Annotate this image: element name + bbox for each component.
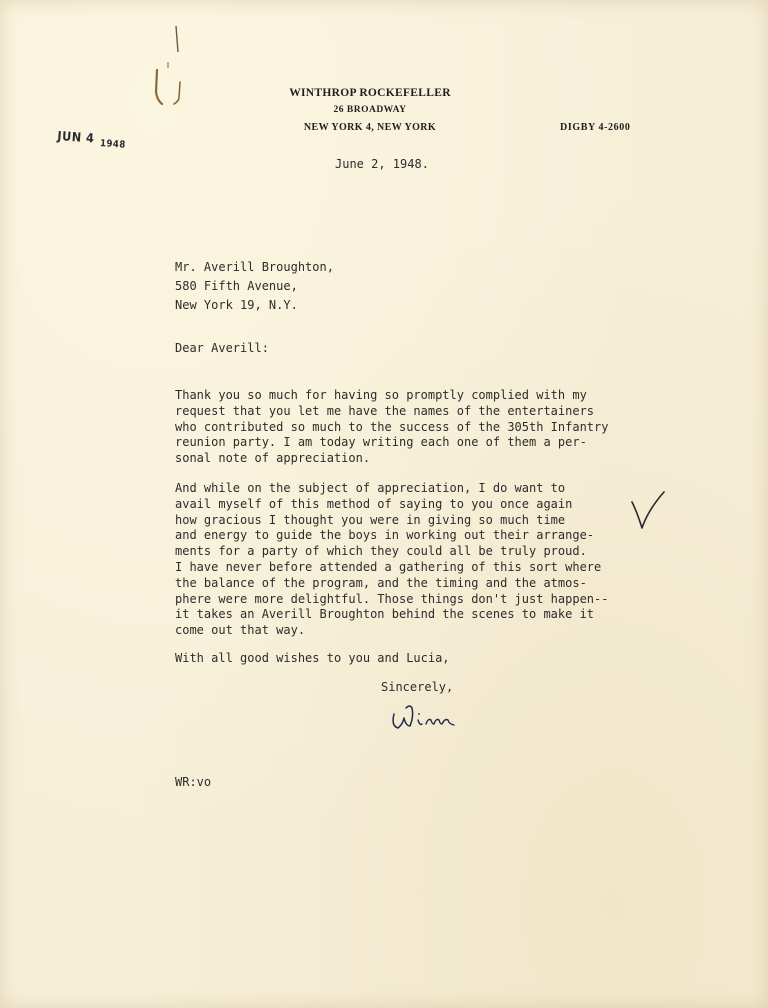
received-date-stamp xyxy=(56,128,127,151)
body-line: and energy to guide the boys in working out their arrange- xyxy=(175,528,595,543)
body-paragraph-1 xyxy=(175,388,608,467)
stamp-month-day: JUN 4 xyxy=(56,128,95,146)
signature xyxy=(388,700,468,736)
body-line: avail myself of this method of saying to you once again xyxy=(175,496,573,511)
body-line: I have never before attended a gathering of this sort where xyxy=(175,559,602,574)
body-line: ments for a party of which they could all be truly proud. xyxy=(175,544,587,559)
letterhead-phone: DIGBY 4-2600 xyxy=(560,122,631,133)
letterhead-name: WINTHROP ROCKEFELLER xyxy=(289,87,451,99)
body-line: how gracious I thought you were in giving so much time xyxy=(175,512,566,527)
body-line: Thank you so much for having so promptly complied with my xyxy=(175,388,587,402)
body-line: request that you let me have the names of the entertainers xyxy=(175,403,595,418)
address-line: Mr. Averill Broughton, xyxy=(175,260,334,274)
address-line: 580 Fifth Avenue, xyxy=(175,279,298,293)
typist-initials: WR:vo xyxy=(175,775,212,789)
salutation: Dear Averill: xyxy=(175,341,269,355)
body-line: And while on the subject of appreciation, I do want to xyxy=(175,481,566,495)
recipient-address xyxy=(175,258,334,315)
stamp-year: 1948 xyxy=(99,137,127,151)
body-line: who contributed so much to the success of the 305th Infantry xyxy=(175,419,609,434)
address-line: New York 19, N.Y. xyxy=(175,298,298,312)
body-line: it takes an Averill Broughton behind the scenes to make it xyxy=(175,607,595,622)
letter-date: June 2, 1948. xyxy=(335,157,429,171)
body-line: reunion party. I am today writing each one of them a per- xyxy=(175,435,587,450)
body-paragraph-2 xyxy=(175,481,608,639)
body-line: sonal note of appreciation. xyxy=(175,451,371,466)
closing-line: With all good wishes to you and Lucia, xyxy=(175,651,450,665)
body-line: come out that way. xyxy=(175,623,306,638)
paper-clip-mark-icon xyxy=(140,22,200,112)
body-line: phere were more delightful. Those things don't just happen-- xyxy=(175,591,609,606)
complimentary-close: Sincerely, xyxy=(381,680,454,694)
body-line: the balance of the program, and the timing and the atmos- xyxy=(175,575,587,590)
letterhead-street: 26 BROADWAY xyxy=(333,105,407,115)
letterhead-city: NEW YORK 4, NEW YORK xyxy=(303,122,437,133)
check-mark-icon xyxy=(628,488,668,536)
